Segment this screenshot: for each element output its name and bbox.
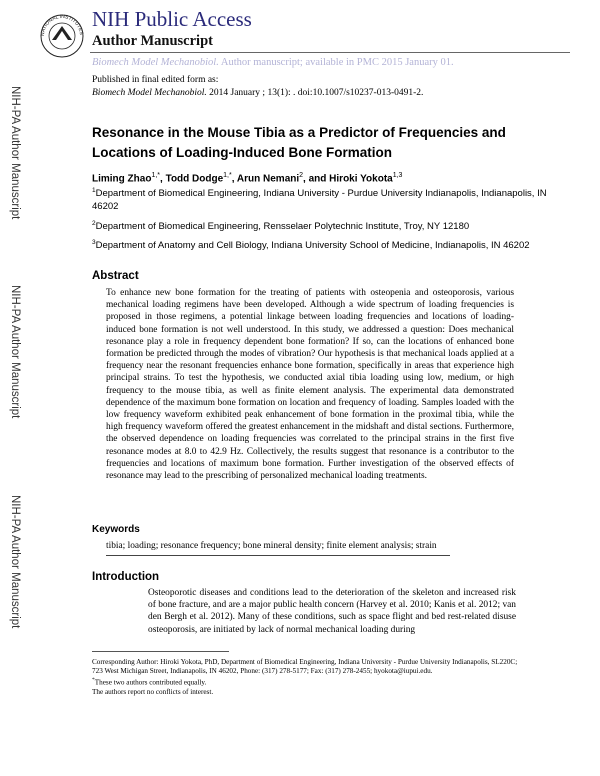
author-list: Liming Zhao$^{1,*}$, Todd Dodge$^{1,*}$, Arun Nemani$^2$, and Hiroki Yokota$^{1,3}$ bbox=[92, 172, 403, 185]
author-name: Arun Nemani bbox=[236, 173, 300, 185]
journal-name: Biomech Model Mechanobiol. bbox=[92, 57, 219, 68]
corresponding-author-note: Corresponding Author: Hiroki Yokota, PhD, Department of Biomedical Engineering, Indiana University - Purdue University Indianapolis, SL220C; 723 West Michigan Street, Indianapolis, IN 46202, Phone: (317) 278-5177; Fax: (317) 278-2455; hyokota@iupui.edu. bbox=[92, 658, 518, 676]
introduction-body: Osteoporotic diseases and conditions lead to the deterioration of the skeleton and increased risk of bone fracture, and are a major public health concern (Harvey et al. 2010; Kanis et al. 2012; van den Bergh et al. 2012). Many of these conditions, such as space flight and bed rest-related disuse osteoporosis, are initiated by lack of normal mechanical loading during bbox=[148, 588, 516, 635]
abstract-body: To enhance new bone formation for the treating of patients with osteopenia and osteoporosis, various mechanical loading regimens have been developed. Although a wide spectrum of loading frequencies is proposed in those regimens, a potential linkage between loading frequencies and locations of loading-induced bone formation is not well understood. In this study, we addressed a question: Does mechanical resonance play a role in frequency dependent bone formation? If so, can the locations of enhanced bone formation be predicted through the modes of vibration? Our hypothesis is that mechanical loads applied at a frequency near the resonant frequencies enhance bone formation, specifically in areas that experience high principal strains. To test the hypothesis, we conducted axial tibia loading using low, medium, or high frequency to the mouse tibia, as well as finite element analysis. The experimental data demonstrated dependence of the maximum bone formation on location and frequency of loading. Samples loaded with the low frequency waveform exhibited peak enhancement of bone formation in the proximal tibia, while the high frequency waveform offered the greatest enhancement in the midshaft and distal sections. Furthermore, the observed dependence on loading frequencies was correlated to the principal strains in the first five resonance modes at 8.0 to 42.9 Hz. Collectively, the results suggest that resonance is a contributor to the frequencies and locations of maximum bone formation. Further investigation of the observed effects of resonance may lead to the prescribing of personalized mechanical loading treatments. bbox=[106, 288, 514, 482]
availability-line bbox=[92, 56, 454, 69]
nih-public-access-title: NIH Public Access bbox=[92, 7, 252, 31]
keywords-list: tibia; loading; resonance frequency; bone mineral density; finite element analysis; strain bbox=[106, 541, 437, 551]
citation-journal: Biomech Model Mechanobiol. bbox=[92, 88, 207, 98]
published-label: Published in final edited form as: bbox=[92, 75, 219, 85]
author-name: Hiroki Yokota bbox=[329, 173, 393, 185]
author-manuscript-label: Author Manuscript bbox=[92, 33, 213, 49]
footnotes bbox=[92, 658, 522, 697]
availability-text: Author manuscript; available in PMC 2015 January 01. bbox=[218, 57, 454, 68]
header-divider bbox=[90, 52, 570, 53]
author-name: Liming Zhao bbox=[92, 173, 152, 185]
introduction-heading: Introduction bbox=[92, 571, 160, 583]
affiliation: $^3$Department of Anatomy and Cell Biology, Indiana University School of Medicine, Indianapolis, IN 46202 bbox=[92, 239, 530, 252]
equal-contribution-note: *These two authors contributed equally. bbox=[92, 677, 207, 687]
abstract-heading: Abstract bbox=[92, 270, 139, 282]
keywords-divider bbox=[106, 555, 450, 556]
citation-details: 2014 January ; 13(1): . doi:10.1007/s10237-013-0491-2. bbox=[206, 88, 424, 98]
affiliation: $^2$Department of Biomedical Engineering, Rensselaer Polytechnic Institute, Troy, NY 12180 bbox=[92, 220, 470, 233]
affiliation: $^1$Department of Biomedical Engineering, Indiana University - Purdue University Indianapolis, Indianapolis, IN 46202 bbox=[92, 187, 547, 212]
citation[interactable] bbox=[92, 87, 423, 99]
side-banner-middle: NIH-PA Author Manuscript bbox=[9, 285, 21, 419]
logo-text: NATIONAL INSTITUTES bbox=[39, 13, 85, 37]
article-title: Resonance in the Mouse Tibia as a Predictor of Frequencies and Locations of Loading-Induced Bone Formation bbox=[92, 125, 506, 160]
keywords-heading: Keywords bbox=[92, 524, 140, 535]
nih-logo bbox=[38, 6, 86, 66]
author-name: Todd Dodge bbox=[165, 173, 224, 185]
conflict-note: The authors report no conflicts of interest. bbox=[92, 688, 214, 696]
side-banner-bottom: NIH-PA Author Manuscript bbox=[9, 495, 21, 629]
side-banner-top: NIH-PA Author Manuscript bbox=[9, 86, 21, 220]
footnote-divider bbox=[92, 651, 229, 652]
